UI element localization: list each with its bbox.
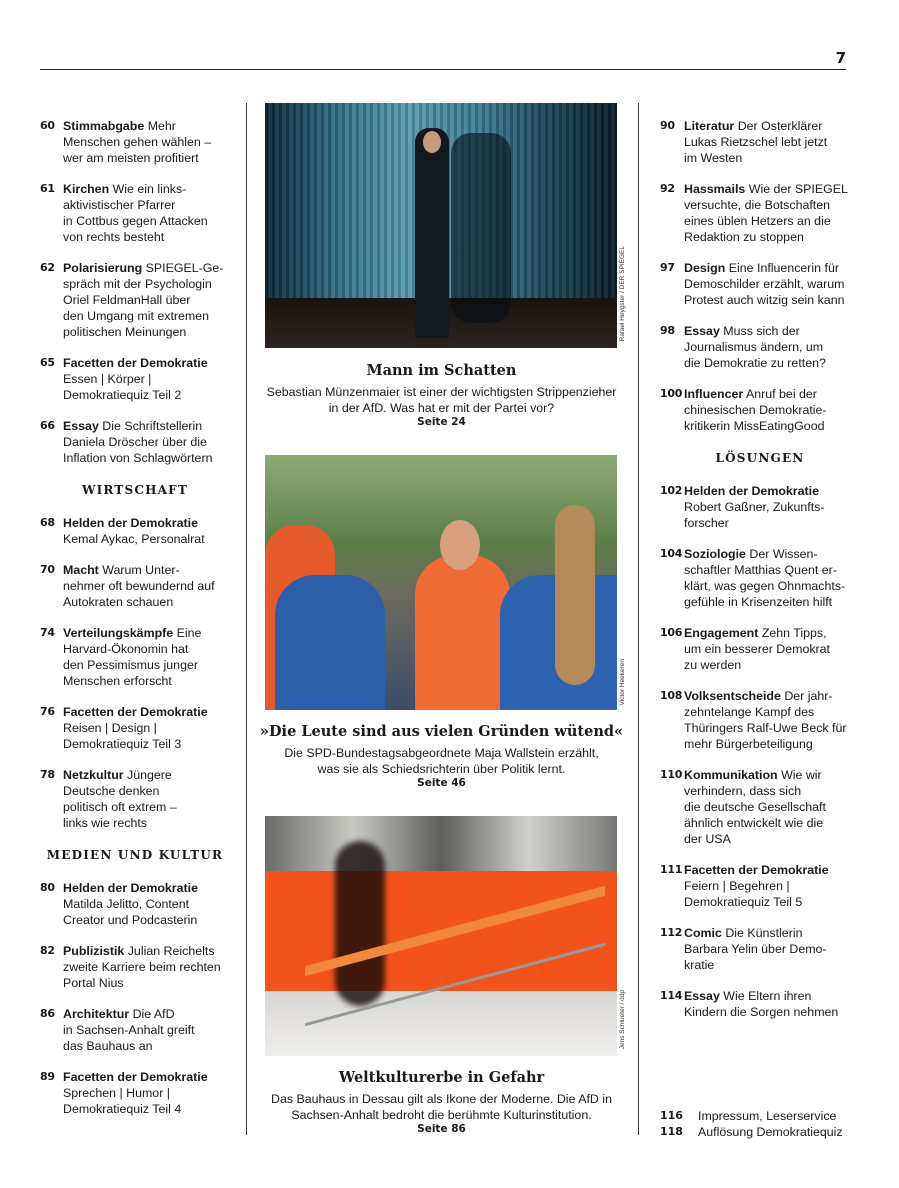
toc-page-number: 86 — [40, 1007, 55, 1020]
toc-entry-text: Wie der SPIEGEL versuchte, die Botschaften eines üblen Hetzers an die Redaktion zu stoppen — [684, 182, 848, 244]
toc-entry[interactable] — [660, 988, 860, 1020]
toc-entry-text: Eine Harvard-Ökonomin hat den Pessimismus junger Menschen erforscht — [63, 626, 202, 688]
top-rule — [40, 69, 846, 70]
toc-entry-text: Essen | Körper | Demokratiequiz Teil 2 — [63, 372, 182, 402]
column-divider-right — [638, 103, 639, 1135]
toc-entry-title: Comic — [684, 926, 722, 940]
toc-entry-text: Wie wir verhindern, dass sich die deutsche Gesellschaft ähnlich entwickelt wie die der USA — [684, 768, 826, 846]
toc-entry-text: Mehr Menschen gehen wählen – wer am meisten profitiert — [63, 119, 212, 165]
toc-entry-text: Eine Influencerin für Demoschilder erzählt, warum Protest auch witzig sein kann — [684, 261, 845, 307]
toc-entry[interactable] — [660, 386, 860, 434]
toc-entry-text: Wie Eltern ihren Kindern die Sorgen nehmen — [684, 989, 839, 1019]
toc-page-number: 60 — [40, 119, 55, 132]
feature-image-bauhaus[interactable] — [265, 816, 617, 1056]
toc-entry-text: Sprechen | Humor | Demokratiequiz Teil 4 — [63, 1086, 182, 1116]
toc-entry-text: Die Schriftstellerin Daniela Dröscher über die Inflation von Schlagwörtern — [63, 419, 213, 465]
toc-entry-title: Facetten der Demokratie — [63, 1070, 208, 1084]
feature-caption — [255, 362, 628, 428]
toc-entry[interactable] — [40, 260, 230, 340]
misc-page-number: 116 — [660, 1109, 683, 1122]
toc-entry-text: Julian Reichelts zweite Karriere beim rechten Portal Nius — [63, 944, 221, 990]
toc-page-number: 108 — [660, 689, 683, 702]
toc-entry[interactable] — [40, 704, 230, 752]
toc-entry-text: Robert Gaßner, Zukunfts- forscher — [684, 500, 825, 530]
misc-page-number: 118 — [660, 1125, 683, 1138]
toc-entry-title: Essay — [684, 989, 720, 1003]
toc-entry-text: Zehn Tipps, um ein besserer Demokrat zu werden — [684, 626, 830, 672]
toc-entry-title: Hassmails — [684, 182, 746, 196]
toc-page-number: 66 — [40, 419, 55, 432]
toc-entry[interactable] — [660, 925, 860, 973]
misc-label: Impressum, Leserservice — [698, 1109, 837, 1123]
toc-page-number: 90 — [660, 119, 675, 132]
toc-page-number: 65 — [40, 356, 55, 369]
toc-entry-title: Helden der Demokratie — [684, 484, 819, 498]
toc-entry-title: Influencer — [684, 387, 744, 401]
toc-page-number: 74 — [40, 626, 55, 639]
toc-entry[interactable] — [40, 355, 230, 403]
toc-entry-title: Engagement — [684, 626, 759, 640]
misc-item[interactable] — [660, 1124, 843, 1140]
column-divider-left — [246, 103, 247, 1135]
toc-entry[interactable] — [660, 483, 860, 531]
toc-entry[interactable] — [40, 562, 230, 610]
toc-entry-text: Der Wissen- schaftler Matthias Quent er- klärt, was gegen Ohnmachts- gefühle in Krisenzeiten hilft — [684, 547, 846, 609]
toc-entry[interactable] — [40, 1069, 230, 1117]
toc-entry-text: Muss sich der Journalismus ändern, um die Demokratie zu retten? — [684, 324, 826, 370]
toc-entry-text: Jüngere Deutsche denken politisch oft extrem – links wie rechts — [63, 768, 177, 830]
toc-entry[interactable] — [40, 181, 230, 245]
toc-page-number: 82 — [40, 944, 55, 957]
toc-entry-title: Essay — [63, 419, 99, 433]
toc-entry[interactable] — [40, 625, 230, 689]
toc-entry[interactable] — [40, 118, 230, 166]
toc-entry[interactable] — [660, 625, 860, 673]
toc-entry-title: Design — [684, 261, 726, 275]
feature-caption — [255, 723, 628, 789]
toc-entry-text: Wie ein links- aktivistischer Pfarrer in Cottbus gegen Attacken von rechts besteht — [63, 182, 208, 244]
toc-page-number: 104 — [660, 547, 683, 560]
toc-page-number: 97 — [660, 261, 675, 274]
toc-entry-title: Architektur — [63, 1007, 130, 1021]
toc-entry[interactable] — [660, 118, 860, 166]
toc-entry-text: Anruf bei der chinesischen Demokratie- kritikerin MissEatingGood — [684, 387, 827, 433]
toc-entry[interactable] — [660, 862, 860, 910]
toc-entry-text: Die AfD in Sachsen-Anhalt greift das Bauhaus an — [63, 1007, 195, 1053]
toc-entry-title: Kommunikation — [684, 768, 778, 782]
feature-text: Das Bauhaus in Dessau gilt als Ikone der Moderne. Die AfD in Sachsen-Anhalt bedroht die berühmte Kulturinstitution. — [271, 1092, 612, 1122]
feature-caption — [255, 1069, 628, 1135]
toc-page-number: 111 — [660, 863, 683, 876]
feature-text: Sebastian Münzenmaier ist einer der wichtigsten Strippenzieher in der AfD. Was hat er mit der Partei vor? — [266, 385, 617, 415]
page-number: 7 — [835, 49, 846, 67]
toc-entry-text: SPIEGEL-Ge- spräch mit der Psychologin Oriel FeldmanHall über den Umgang mit extremen politischen Meinungen — [63, 261, 224, 339]
toc-entry[interactable] — [40, 1006, 230, 1054]
toc-entry-text: Der jahr- zehntelange Kampf des Thüringers Ralf-Uwe Beck für mehr Bürgerbeteiligung — [684, 689, 847, 751]
toc-page-number: 80 — [40, 881, 55, 894]
feature-text: Die SPD-Bundestagsabgeordnete Maja Wallstein erzählt, was sie als Schiedsrichterin über Politik lernt. — [284, 746, 599, 776]
toc-page-number: 89 — [40, 1070, 55, 1083]
section-heading: MEDIEN UND KULTUR — [46, 848, 224, 862]
feature-page-ref[interactable]: Seite 24 — [417, 416, 466, 428]
toc-page-number: 68 — [40, 516, 55, 529]
toc-entry-title: Helden der Demokratie — [63, 881, 198, 895]
feature-page-ref[interactable]: Seite 86 — [417, 1123, 466, 1135]
toc-entry-title: Essay — [684, 324, 720, 338]
toc-entry-title: Polarisierung — [63, 261, 143, 275]
toc-page-number: 110 — [660, 768, 683, 781]
toc-entry-title: Kirchen — [63, 182, 110, 196]
toc-page-number: 61 — [40, 182, 55, 195]
toc-entry-title: Publizistik — [63, 944, 125, 958]
toc-page-number: 106 — [660, 626, 683, 639]
toc-entry[interactable] — [660, 767, 860, 847]
photo-credit: Victor Heekeren — [619, 659, 626, 706]
feature-headline[interactable]: Weltkulturerbe in Gefahr — [338, 1069, 545, 1086]
misc-item[interactable] — [660, 1108, 843, 1124]
photo-credit: Jens Schlueter / ddp — [619, 990, 626, 1050]
toc-page-number: 98 — [660, 324, 675, 337]
toc-entry-title: Netzkultur — [63, 768, 124, 782]
toc-entry-title: Literatur — [684, 119, 735, 133]
toc-entry-text: Kemal Aykac, Personalrat — [63, 532, 205, 546]
toc-entry-title: Macht — [63, 563, 99, 577]
photo-credit: Rafael Heygster / DER SPIEGEL — [619, 246, 626, 342]
toc-entry[interactable] — [660, 260, 860, 308]
toc-page-number: 100 — [660, 387, 683, 400]
toc-entry-text: Warum Unter- nehmer oft bewundernd auf Autokraten schauen — [63, 563, 215, 609]
feature-page-ref[interactable]: Seite 46 — [417, 777, 466, 789]
toc-entry[interactable] — [40, 515, 230, 547]
toc-page-number: 78 — [40, 768, 55, 781]
section-heading: WIRTSCHAFT — [81, 483, 189, 497]
feature-image-portrait[interactable] — [265, 103, 617, 348]
toc-left-column — [40, 118, 230, 1132]
feature-headline[interactable]: »Die Leute sind aus vielen Gründen wütend« — [259, 723, 624, 740]
toc-entry[interactable] — [40, 880, 230, 928]
toc-page-number: 70 — [40, 563, 55, 576]
toc-entry-title: Volksentscheide — [684, 689, 781, 703]
toc-entry-text: Der Osterklärer Lukas Rietzschel lebt jetzt im Westen — [684, 119, 828, 165]
toc-right-column — [660, 118, 860, 1035]
toc-entry-title: Verteilungskämpfe — [63, 626, 174, 640]
misc-list — [660, 1108, 843, 1140]
toc-entry-text: Feiern | Begehren | Demokratiequiz Teil 5 — [684, 879, 803, 909]
toc-page-number: 76 — [40, 705, 55, 718]
toc-page-number: 62 — [40, 261, 55, 274]
toc-page-number: 102 — [660, 484, 683, 497]
toc-entry[interactable] — [660, 546, 860, 610]
toc-entry-title: Facetten der Demokratie — [63, 705, 208, 719]
toc-entry[interactable] — [40, 767, 230, 831]
toc-entry[interactable] — [40, 418, 230, 466]
section-heading: LÖSUNGEN — [715, 451, 805, 465]
toc-entry[interactable] — [660, 181, 860, 245]
toc-page-number: 112 — [660, 926, 683, 939]
toc-entry-text: Reisen | Design | Demokratiequiz Teil 3 — [63, 721, 182, 751]
toc-entry-title: Soziologie — [684, 547, 746, 561]
toc-entry-title: Stimmabgabe — [63, 119, 145, 133]
feature-headline[interactable]: Mann im Schatten — [366, 362, 517, 379]
toc-page-number: 92 — [660, 182, 675, 195]
toc-entry[interactable] — [660, 688, 860, 752]
toc-entry-title: Facetten der Demokratie — [684, 863, 829, 877]
feature-image-referee[interactable] — [265, 455, 617, 710]
misc-label: Auflösung Demokratiequiz — [698, 1125, 843, 1139]
toc-entry-text: Die Künstlerin Barbara Yelin über Demo- kratie — [684, 926, 827, 972]
toc-entry[interactable] — [660, 323, 860, 371]
toc-entry-title: Facetten der Demokratie — [63, 356, 208, 370]
toc-entry[interactable] — [40, 943, 230, 991]
toc-entry-text: Matilda Jelitto, Content Creator und Podcasterin — [63, 897, 198, 927]
toc-page-number: 114 — [660, 989, 683, 1002]
toc-entry-title: Helden der Demokratie — [63, 516, 198, 530]
